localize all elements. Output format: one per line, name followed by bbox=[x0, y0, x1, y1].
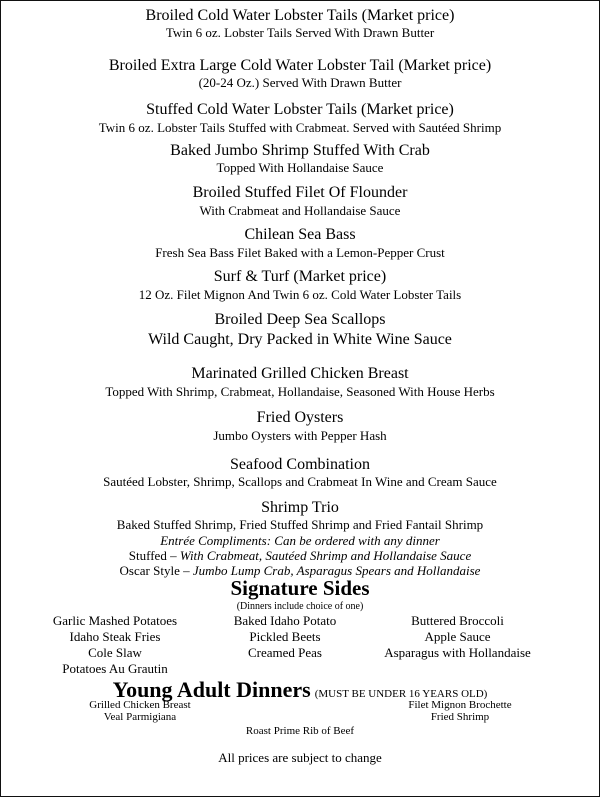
side-item: Pickled Beets bbox=[249, 629, 321, 644]
footer-note: All prices are subject to change bbox=[218, 750, 382, 765]
entree-description: Topped With Hollandaise Sauce bbox=[216, 160, 384, 175]
entree-name: Broiled Cold Water Lobster Tails (Market price) bbox=[145, 7, 455, 24]
entree-description: 12 Oz. Filet Mignon And Twin 6 oz. Cold Water Lobster Tails bbox=[138, 287, 462, 302]
entree-name: Stuffed Cold Water Lobster Tails (Market price) bbox=[146, 101, 454, 118]
entree-description: Wild Caught, Dry Packed in White Wine Sauce bbox=[148, 331, 452, 348]
side-item: Baked Idaho Potato bbox=[233, 613, 337, 628]
entree-description: Twin 6 oz. Lobster Tails Stuffed with Crabmeat. Served with Sautéed Shrimp bbox=[98, 120, 502, 135]
entree-description: Twin 6 oz. Lobster Tails Served With Drawn Butter bbox=[165, 25, 435, 40]
young-adult-item: Veal Parmigiana bbox=[103, 711, 177, 723]
entree-description: Jumbo Oysters with Pepper Hash bbox=[213, 428, 387, 443]
young-adult-note: (MUST BE UNDER 16 YEARS OLD) bbox=[314, 688, 488, 700]
signature-sides-title: Signature Sides bbox=[230, 576, 370, 600]
entree-name: Baked Jumbo Shrimp Stuffed With Crab bbox=[170, 142, 430, 159]
side-item: Apple Sauce bbox=[424, 629, 491, 644]
young-adult-title: Young Adult Dinners bbox=[112, 677, 311, 702]
side-item: Creamed Peas bbox=[247, 645, 322, 660]
side-item: Buttered Broccoli bbox=[411, 613, 504, 628]
compliment-stuffed bbox=[0, 548, 600, 564]
compliments-intro: Entrée Compliments: Can be ordered with any dinner bbox=[160, 533, 440, 548]
entree-name: Shrimp Trio bbox=[261, 499, 339, 516]
side-item: Asparagus with Hollandaise bbox=[384, 645, 531, 660]
side-item: Cole Slaw bbox=[88, 645, 142, 660]
entree-description: Fresh Sea Bass Filet Baked with a Lemon-Pepper Crust bbox=[155, 245, 445, 260]
entree-name: Surf & Turf (Market price) bbox=[213, 268, 387, 285]
side-item: Idaho Steak Fries bbox=[69, 629, 161, 644]
entree-name: Seafood Combination bbox=[230, 456, 370, 473]
compliment-oscar-desc: – Jumbo Lump Crab, Asparagus Spears and Hollandaise bbox=[183, 563, 481, 578]
entree-description: Topped With Shrimp, Crabmeat, Hollandaise, Seasoned With House Herbs bbox=[105, 384, 495, 399]
entree-description: (20-24 Oz.) Served With Drawn Butter bbox=[198, 75, 402, 90]
compliment-stuffed-desc: – With Crabmeat, Sautéed Shrimp and Hollandaise Sauce bbox=[170, 548, 472, 563]
young-adult-item: Roast Prime Rib of Beef bbox=[245, 725, 355, 737]
sides-column-1 bbox=[30, 613, 200, 677]
young-adult-left-column bbox=[40, 699, 240, 723]
entree-name: Chilean Sea Bass bbox=[244, 226, 356, 243]
side-item: Potatoes Au Grautin bbox=[62, 661, 168, 676]
compliment-stuffed-label: Stuffed bbox=[128, 548, 167, 563]
side-item: Garlic Mashed Potatoes bbox=[52, 613, 178, 628]
young-adult-item: Filet Mignon Brochette bbox=[408, 699, 512, 711]
compliment-oscar-label: Oscar Style bbox=[119, 563, 180, 578]
sides-column-2 bbox=[200, 613, 370, 661]
young-adult-item: Grilled Chicken Breast bbox=[89, 699, 191, 711]
entree-name: Broiled Deep Sea Scallops bbox=[214, 311, 386, 328]
entree-name: Fried Oysters bbox=[256, 409, 344, 426]
sides-column-3 bbox=[370, 613, 545, 661]
young-adult-right-column bbox=[360, 699, 560, 723]
young-adult-item: Fried Shrimp bbox=[430, 711, 490, 723]
sides-note: (Dinners include choice of one) bbox=[236, 601, 364, 612]
entree-name: Broiled Extra Large Cold Water Lobster Tail (Market price) bbox=[108, 57, 492, 74]
entree-name: Marinated Grilled Chicken Breast bbox=[191, 365, 409, 382]
entree-description: With Crabmeat and Hollandaise Sauce bbox=[199, 203, 401, 218]
entree-description: Baked Stuffed Shrimp, Fried Stuffed Shrimp and Fried Fantail Shrimp bbox=[116, 517, 484, 532]
entree-description: Sautéed Lobster, Shrimp, Scallops and Crabmeat In Wine and Cream Sauce bbox=[103, 474, 497, 489]
entree-name: Broiled Stuffed Filet Of Flounder bbox=[192, 184, 408, 201]
